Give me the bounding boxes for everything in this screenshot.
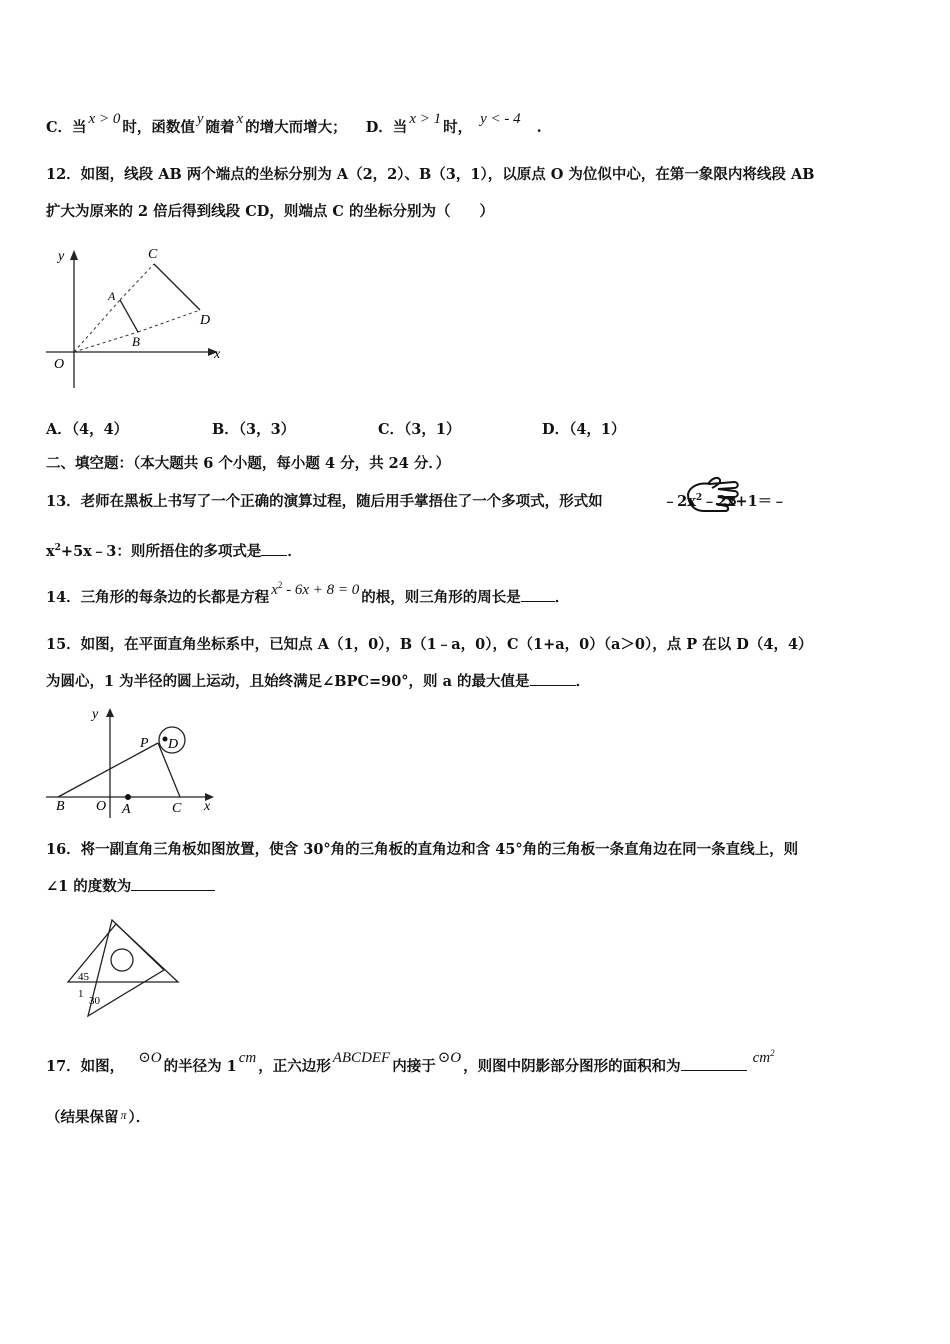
q11-c-y: y (196, 111, 204, 127)
q15-point-c-label: C (172, 801, 182, 816)
q16-angle-45-label: 45 (78, 971, 89, 983)
q11-c-text1: 时，函数值 (122, 119, 195, 136)
q13-line2 (46, 540, 302, 561)
q13-text2: ﹣2x (662, 493, 696, 510)
q14-text2: 的根，则三角形的周长是 (361, 589, 521, 606)
q11-c-condition: x > 0 (88, 111, 121, 127)
q17-circle-o-2: ⊙O (437, 1050, 462, 1066)
q17-unit-cm: cm (238, 1050, 257, 1066)
q15-line2-end: ． (575, 673, 591, 690)
q15-figure (44, 700, 229, 820)
q17-line1 (46, 1048, 777, 1076)
q12-point-b-label: B (132, 334, 140, 349)
q14-eq-x: x (271, 582, 278, 598)
q12-option-b: B．（3，3） (212, 421, 296, 438)
q15-point-p-label: P (140, 736, 149, 751)
q15-point-b-label: B (56, 799, 65, 814)
q16-line1: 16．将一副直角三角板如图放置，使含 30°角的三角板的直角边和含 45°角的三角板一条直角边在同一条直线上，则 (46, 841, 799, 858)
q17-unit2-text: cm (752, 1050, 771, 1066)
q12-point-a-label: A (108, 289, 116, 303)
q17-circle-o: ⊙O (138, 1050, 162, 1066)
q12-option-d: D．（4，1） (542, 421, 626, 438)
q15-axis-x-label: x (204, 799, 211, 814)
q11-options (46, 111, 542, 137)
q12-point-d-label: D (200, 313, 211, 328)
q15-origin-label: O (96, 799, 107, 814)
q16-figure (60, 918, 190, 1028)
q16-line2 (46, 875, 215, 896)
q15-line2 (46, 670, 590, 691)
q13-text3: ﹣2x+1＝﹣ (702, 493, 787, 510)
q11-d-label: D．当 (365, 119, 408, 136)
q15-line2-text: 为圆心，1 为半径的圆上运动，且始终满足∠BPC=90°，则 a 的最大值是 (46, 673, 530, 690)
q13-text1: 13．老师在黑板上书写了一个正确的演算过程，随后用手掌捂住了一个多项式，形式如 (46, 493, 603, 510)
q12-origin-label: O (54, 357, 65, 372)
q13-line2-x: x (46, 543, 55, 560)
q17-text1: 17．如图， (46, 1058, 125, 1075)
q17-pi: π (120, 1108, 127, 1122)
q15-axis-y-label: y (92, 707, 99, 722)
q16-line2-text: ∠1 的度数为 (46, 878, 132, 895)
q17-unit-cm2 (753, 1050, 775, 1066)
q15-line1: 15．如图，在平面直角坐标系中，已知点 A（1，0），B（1﹣a，0），C（1+a，0）（a＞0），点 P 在以 D（4，4） (46, 636, 813, 653)
q13-line1 (46, 490, 787, 511)
q16-angle-1-label: 1 (78, 988, 84, 1000)
q15-answer-blank[interactable] (530, 671, 576, 686)
q17-line2-text1: （结果保留 (46, 1109, 119, 1126)
q17-line2 (46, 1106, 150, 1127)
q11-d-text1: 时， (443, 119, 473, 136)
q13-line2-sup: 2 (54, 543, 61, 554)
q13-text2-sup: 2 (695, 493, 703, 504)
q13-answer-blank[interactable] (261, 541, 287, 556)
q14-eq-rest: - 6x + 8 = 0 (282, 582, 360, 598)
q12-point-c-label: C (148, 247, 158, 262)
q12-option-c: C．（3，1） (378, 421, 461, 438)
q11-c-text3: 的增大而增大； (245, 119, 347, 136)
hand-icon (684, 474, 742, 518)
q14-eq-sup: 2 (277, 580, 283, 590)
q14-text1: 14．三角形的每条边的长都是方程 (46, 589, 270, 606)
q12-line2: 扩大为原来的 2 倍后得到线段 CD，则端点 C 的坐标分别为（ ） (46, 203, 494, 220)
q11-d-condition: x > 1 (409, 111, 442, 127)
q13-line2-text: +5x﹣3：则所捂住的多项式是 (60, 543, 262, 560)
q14-end: ． (554, 589, 570, 606)
q12-option-a: A．（4，4） (46, 421, 129, 438)
q14-answer-blank[interactable] (521, 587, 555, 602)
q17-text3: ，正六边形 (258, 1058, 331, 1075)
q11-d-end: . (536, 119, 542, 136)
q13-line2-end: ． (287, 543, 302, 560)
q14-equation (271, 582, 359, 598)
q17-text2: 的半径为 1 (163, 1058, 237, 1075)
q17-text5: ，则图中阴影部分图形的面积和为 (463, 1058, 681, 1075)
q15-point-a-label: A (122, 802, 131, 817)
q17-text4: 内接于 (392, 1058, 436, 1075)
q17-hexagon-name: ABCDEF (332, 1050, 391, 1066)
q15-point-d-label: D (168, 737, 179, 752)
q14-line (46, 580, 570, 607)
q11-d-expression: y < - 4 (480, 111, 521, 127)
q11-c-text2: 随着 (205, 119, 235, 136)
q12-line1: 12．如图，线段 AB 两个端点的坐标分别为 A（2，2）、B（3，1），以原点 O 为位似中心，在第一象限内将线段 AB (46, 166, 815, 183)
q11-c-x: x (236, 111, 244, 127)
q16-angle-30-label: 30 (89, 995, 100, 1007)
section-2-heading: 二、填空题：（本大题共 6 个小题，每小题 4 分，共 24 分．） (46, 455, 451, 472)
q12-axis-y-label: y (58, 249, 65, 264)
q12-figure (40, 242, 230, 392)
q17-unit2-sup: 2 (770, 1048, 775, 1058)
q17-answer-blank[interactable] (681, 1056, 747, 1071)
q12-axis-x-label: x (214, 347, 221, 362)
q11-c-label: C．当 (46, 119, 87, 136)
q17-line2-text2: ）． (128, 1109, 151, 1126)
q16-answer-blank[interactable] (131, 876, 215, 891)
